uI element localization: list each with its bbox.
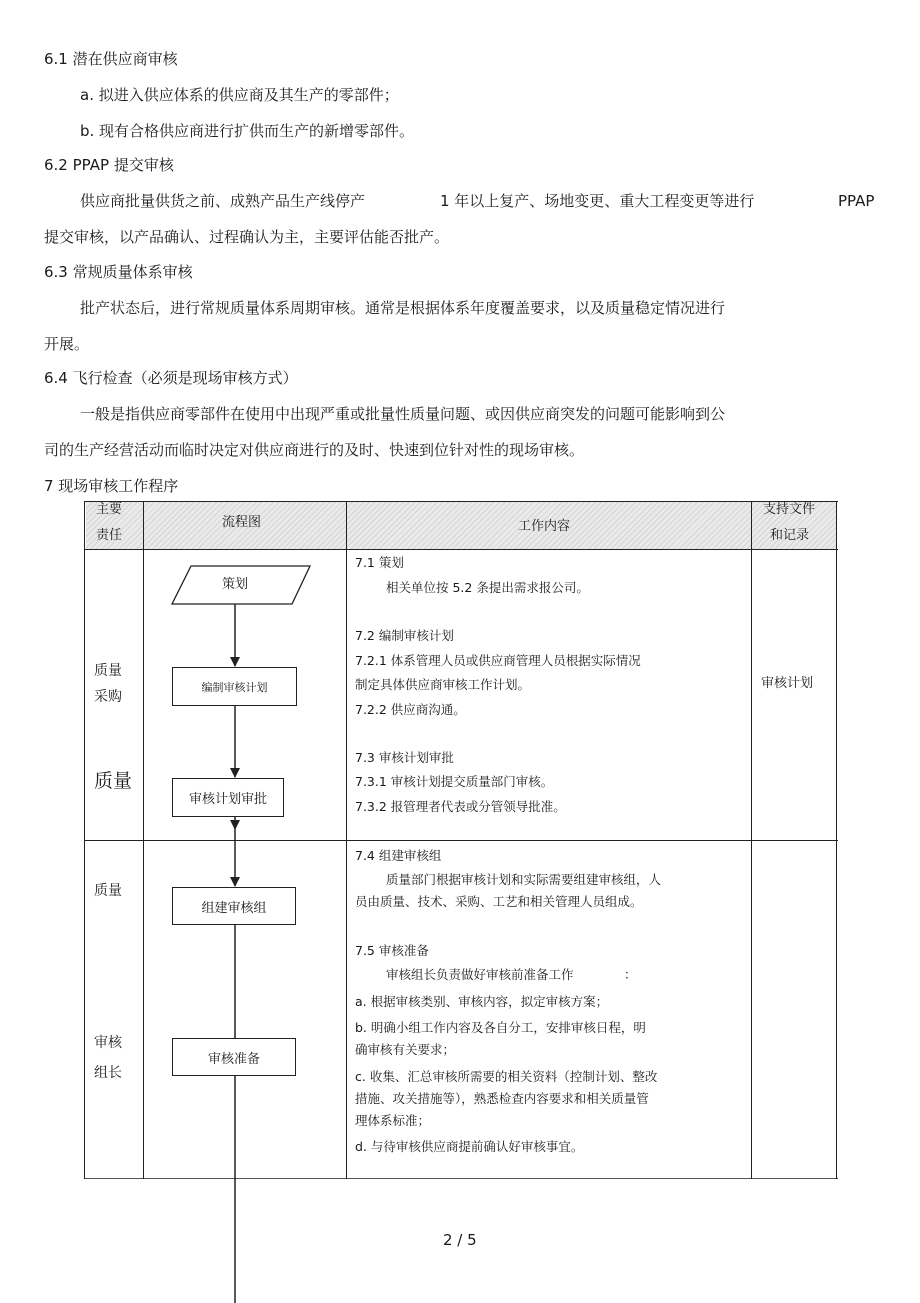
- section-6-1-item-a: a. 拟进入供应体系的供应商及其生产的零部件；: [80, 86, 399, 104]
- responsibility-quality-purchase-line2: 采购: [94, 689, 122, 705]
- header-work-content: 工作内容: [518, 519, 571, 534]
- section-6-2-paragraph-part1: 供应商批量供货之前、成熟产品生产线停产: [80, 192, 366, 210]
- section-6-2-paragraph-part2: 1 年以上复产、场地变更、重大工程变更等进行: [440, 192, 755, 210]
- header-flowchart: 流程图: [222, 515, 262, 530]
- section-6-3-paragraph-line1: 批产状态后，进行常规质量体系周期审核。通常是根据体系年度覆盖要求，以及质量稳定情况进行: [80, 299, 726, 317]
- page-number: 2 / 5: [443, 1231, 477, 1249]
- flow-box-prepare-label: 审核准备: [207, 1051, 260, 1067]
- flow-box-approve-plan: [172, 778, 284, 817]
- header-docs-line2: 和记录: [770, 528, 810, 543]
- section-6-2-paragraph-line2: 提交审核，以产品确认、过程确认为主，主要评估能否批产。: [44, 228, 450, 246]
- content-7-5-item-c-line1: c. 收集、汇总审核所需要的相关资料（控制计划、整改: [355, 1069, 658, 1084]
- content-7-5-item-c-line2: 措施、攻关措施等），熟悉检查内容要求和相关质量管: [355, 1091, 649, 1106]
- content-7-1-title: 7.1 策划: [355, 555, 404, 570]
- content-7-4-line2: 员由质量、技术、采购、工艺和相关管理人员组成。: [355, 894, 643, 909]
- header-responsibility-line2: 责任: [96, 528, 123, 543]
- content-7-5-item-a: a. 根据审核类别、审核内容，拟定审核方案；: [355, 994, 609, 1009]
- content-7-3-2: 7.3.2 报管理者代表或分管领导批准。: [355, 799, 566, 814]
- content-7-5-item-b-line2: 确审核有关要求；: [355, 1042, 456, 1057]
- responsibility-audit-leader-line2: 组长: [94, 1065, 122, 1081]
- content-7-1-body: 相关单位按 5.2 条提出需求报公司。: [386, 580, 589, 595]
- flow-box-compile-plan: [172, 667, 297, 706]
- content-7-5-item-b-line1: b. 明确小组工作内容及各自分工，安排审核日程，明: [355, 1020, 646, 1035]
- section-6-3-paragraph-line2: 开展。: [44, 335, 90, 353]
- responsibility-quality: 质量: [94, 770, 133, 792]
- content-7-5-intro: 审核组长负责做好审核前准备工作: [386, 967, 574, 982]
- responsibility-quality-purchase-line1: 质量: [94, 663, 122, 679]
- flow-box-build-team: [172, 887, 296, 925]
- section-6-1-item-b: b. 现有合格供应商进行扩供而生产的新增零部件。: [80, 122, 415, 140]
- content-7-3-title: 7.3 审核计划审批: [355, 750, 454, 765]
- header-responsibility-line1: 主要: [96, 502, 123, 517]
- section-6-4-paragraph-line2: 司的生产经营活动而临时决定对供应商进行的及时、快速到位针对性的现场审核。: [44, 441, 585, 459]
- section-6-2-title: 6.2 PPAP 提交审核: [44, 156, 174, 174]
- content-7-5-item-d: d. 与待审核供应商提前确认好审核事宜。: [355, 1139, 584, 1154]
- responsibility-quality-2: 质量: [94, 883, 122, 899]
- flow-box-prepare: [172, 1038, 296, 1076]
- section-6-2-paragraph-part3: PPAP: [838, 192, 875, 210]
- arrow-down-icon: [230, 877, 240, 887]
- arrow-down-icon: [230, 820, 240, 830]
- content-7-5-intro-colon: ：: [624, 967, 637, 982]
- content-7-4-line1: 质量部门根据审核计划和实际需要组建审核组，人: [386, 872, 662, 887]
- content-7-2-1-line2: 制定具体供应商审核工作计划。: [355, 677, 531, 692]
- content-7-2-title: 7.2 编制审核计划: [355, 628, 454, 643]
- flow-box-plan-label: 策划: [222, 577, 249, 592]
- content-7-5-title: 7.5 审核准备: [355, 943, 429, 958]
- content-7-3-1: 7.3.1 审核计划提交质量部门审核。: [355, 774, 554, 789]
- docs-audit-plan: 审核计划: [761, 676, 814, 691]
- flow-box-compile-plan-label: 编制审核计划: [201, 680, 268, 694]
- arrow-down-icon: [230, 768, 240, 778]
- content-7-2-1-line1: 7.2.1 体系管理人员或供应商管理人员根据实际情况: [355, 653, 641, 668]
- responsibility-audit-leader-line1: 审核: [94, 1035, 122, 1051]
- section-6-4-title: 6.4 飞行检查（必须是现场审核方式）: [44, 369, 298, 387]
- content-7-4-title: 7.4 组建审核组: [355, 848, 442, 863]
- header-docs-line1: 支持文件: [763, 502, 816, 517]
- section-6-1-title: 6.1 潜在供应商审核: [44, 50, 178, 68]
- arrow-down-icon: [230, 657, 240, 667]
- flow-box-build-team-label: 组建审核组: [201, 900, 267, 916]
- content-7-5-item-c-line3: 理体系标准；: [355, 1113, 431, 1128]
- section-6-4-paragraph-line1: 一般是指供应商零部件在使用中出现严重或批量性质量问题、或因供应商突发的问题可能影响到公: [80, 405, 726, 423]
- content-7-2-2: 7.2.2 供应商沟通。: [355, 702, 466, 717]
- flow-box-approve-plan-label: 审核计划审批: [188, 792, 267, 807]
- section-7-title: 7 现场审核工作程序: [44, 477, 179, 495]
- section-6-3-title: 6.3 常规质量体系审核: [44, 263, 193, 281]
